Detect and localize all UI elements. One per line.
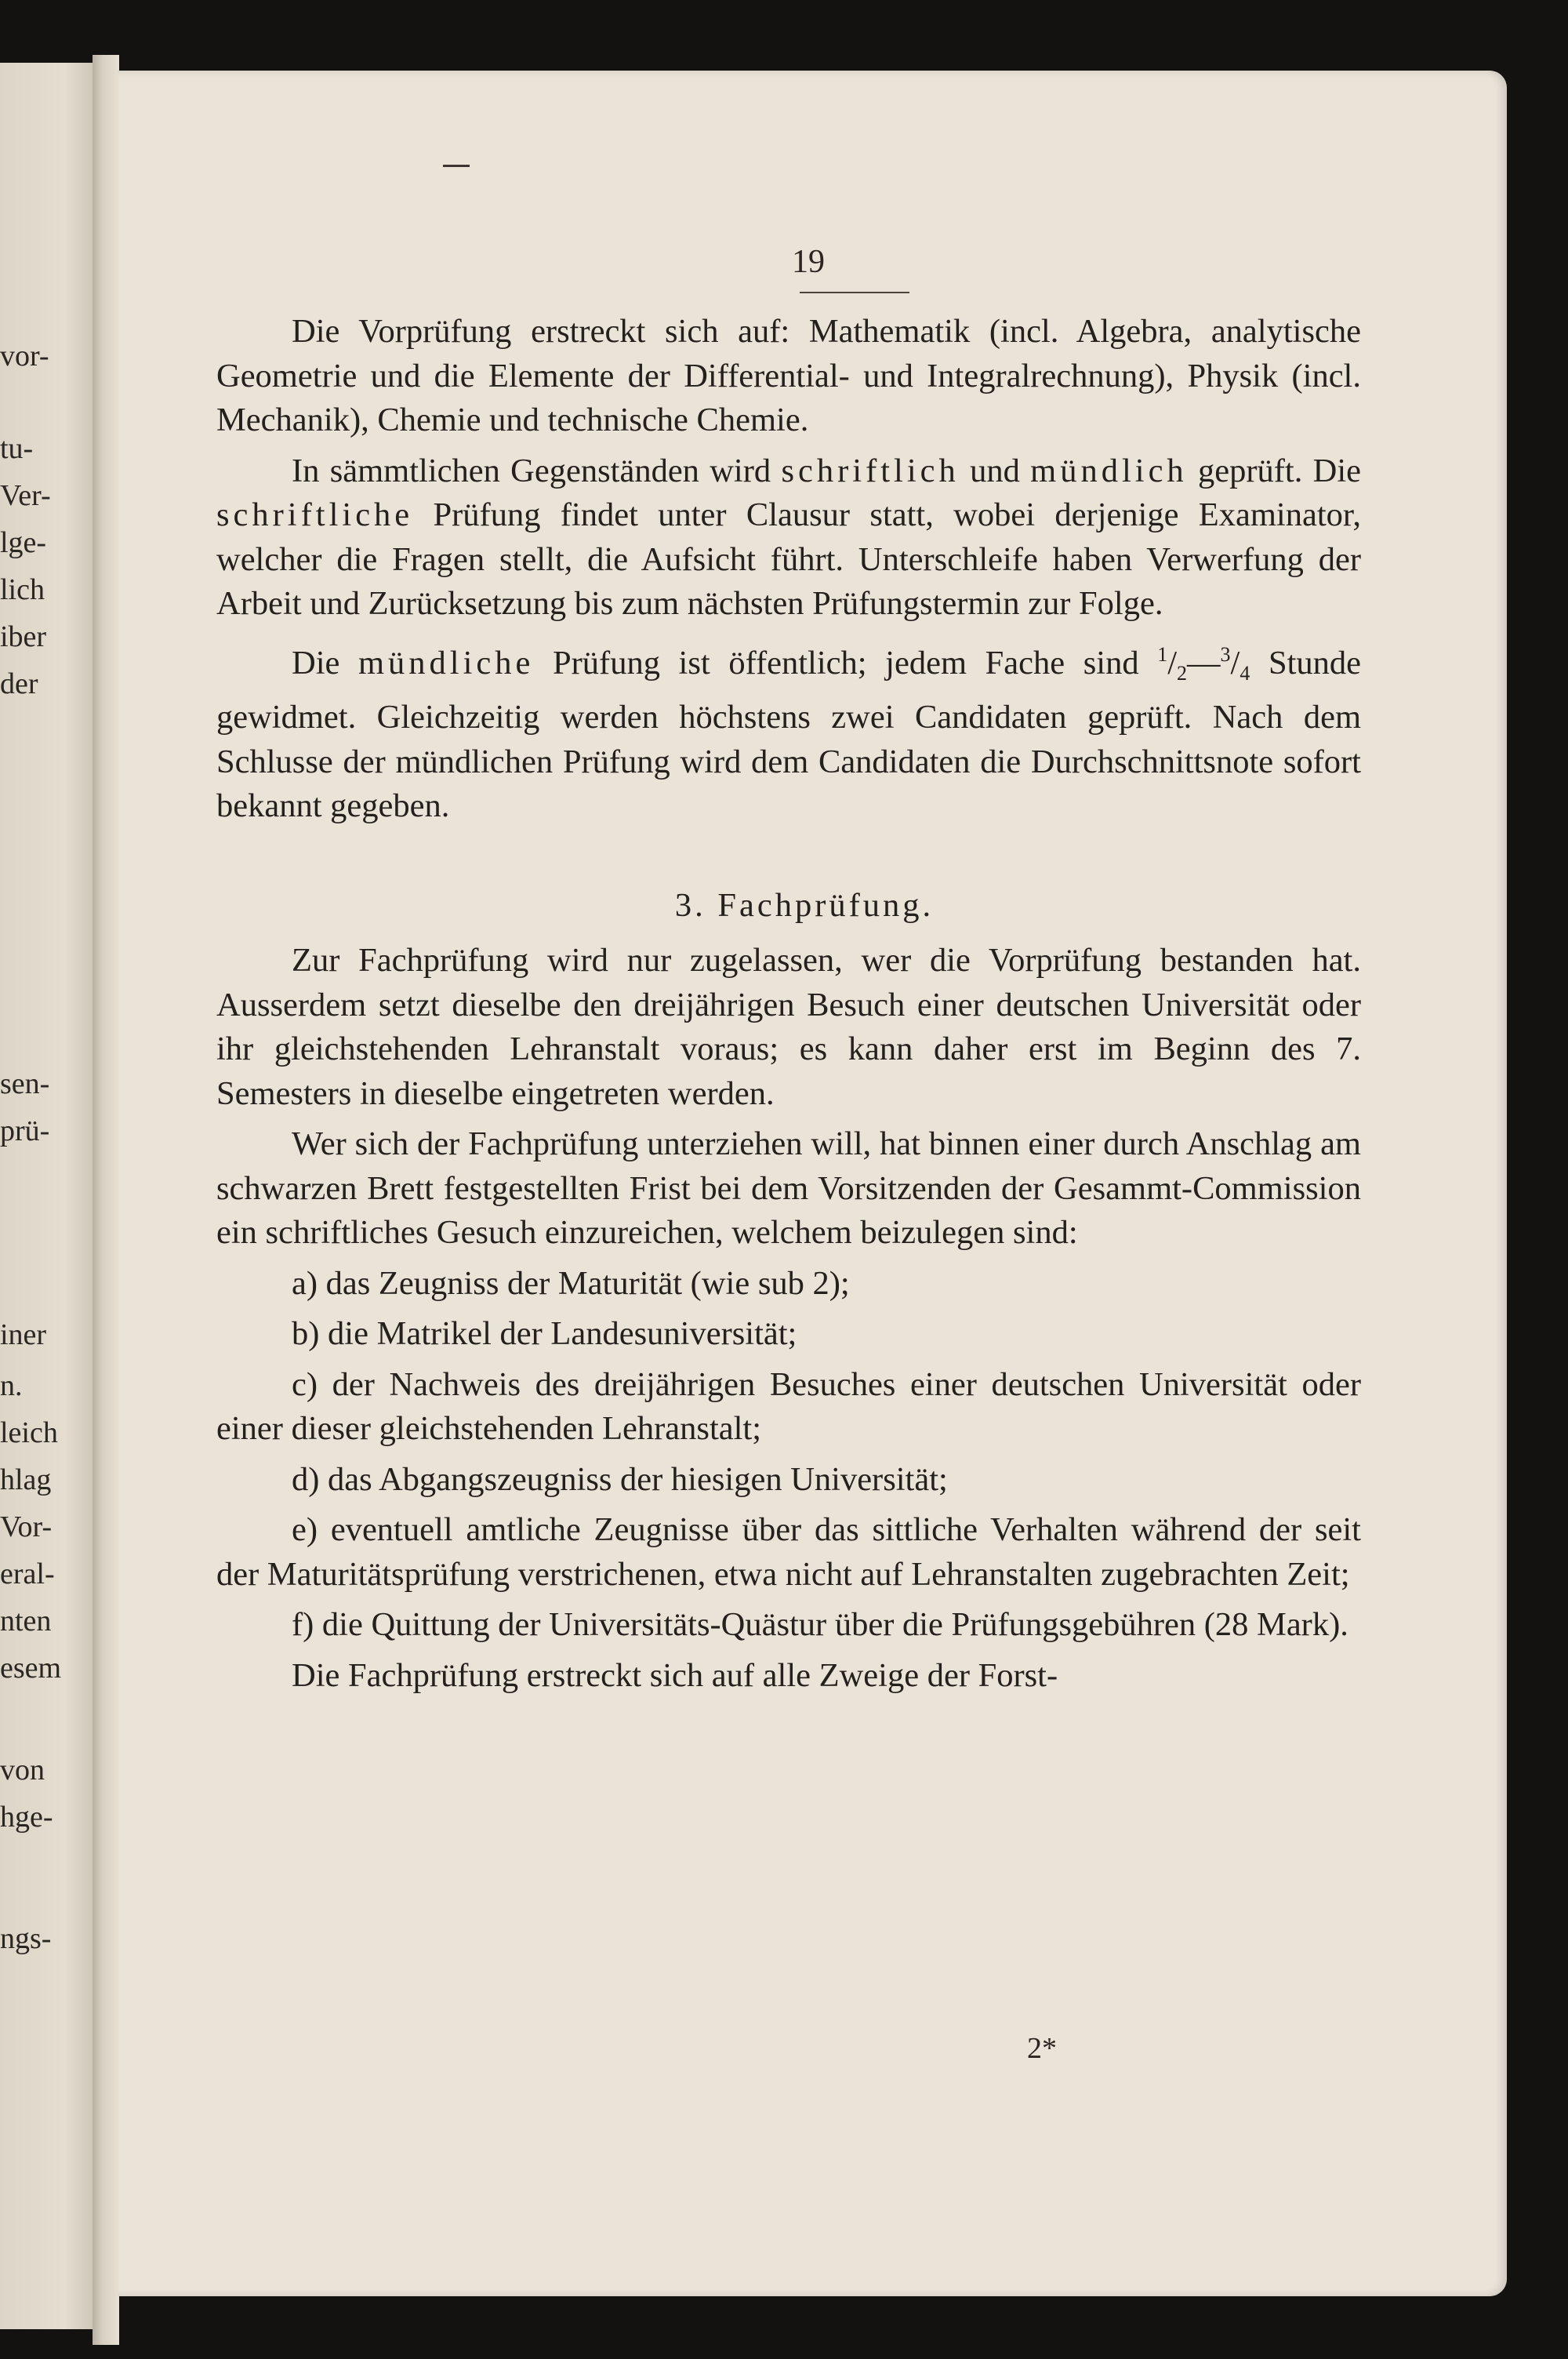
list-item: e) eventuell amtliche Zeugnisse über das sittliche Verhalten während der seit der Maturitätsprüfung verstrichenen, etwa nicht auf Lehranstalten zugebrachten Zeit; <box>216 1511 1361 1593</box>
margin-fragment: prü- <box>0 1114 50 1147</box>
book-page <box>118 71 1507 2296</box>
emphasis-muendlich: mündlich <box>1030 452 1188 489</box>
signature-mark: 2* <box>1027 2032 1057 2065</box>
paragraph-admission: Zur Fachprüfung wird nur zugelassen, wer die Vorprüfung bestanden hat. Ausserdem setzt dieselbe den dreijährigen Besuch einer deutschen Universität oder ihr gleichstehenden Lehranstalt voraus; es kann daher erst im Beginn des 7. Semesters in dieselbe eingetreten werden. <box>216 942 1361 1112</box>
list-item: f) die Quittung der Universitäts-Quästur über die Prüfungsgebühren (28 Mark). <box>292 1606 1348 1643</box>
body-text <box>216 310 1361 1698</box>
margin-fragment: lge- <box>0 526 47 559</box>
list-item: c) der Nachweis des dreijährigen Besuches einer deutschen Universität oder einer dieser gleichstehenden Lehranstalt; <box>216 1365 1361 1447</box>
margin-fragment: n. <box>0 1369 23 1402</box>
margin-fragment: tu- <box>0 432 34 465</box>
page-number-rule <box>800 292 909 293</box>
page-number: 19 <box>792 244 825 280</box>
book-gutter <box>93 55 119 2345</box>
emphasis-schriftlich: schriftlich <box>781 452 960 489</box>
paragraph-application: Wer sich der Fachprüfung unterziehen will, hat binnen einer durch Anschlag am schwarzen Brett festgestellten Frist bei dem Vorsitzenden der Gesammt-Commission ein schriftliches Gesuch einzureichen, welchem beizulegen sind: <box>216 1125 1361 1251</box>
margin-fragment: ngs- <box>0 1922 52 1955</box>
emphasis-muendliche: mündliche <box>358 644 535 682</box>
list-item: b) die Matrikel der Landesuniversität; <box>292 1315 797 1352</box>
margin-fragment: eral- <box>0 1558 55 1590</box>
margin-fragment: esem <box>0 1652 62 1685</box>
paragraph-oral-exam: Die mündliche Prüfung ist öffentlich; jedem Fache sind $^1/_2—^3/_4$ Stunde gewidmet. Gleichzeitig werden höchstens zwei Candidaten geprüft. Nach dem Schlusse der mündlichen Prüfung wird dem Candidaten die Durchschnittsnote sofort bekannt gegeben. <box>216 642 1361 824</box>
paragraph-vorpruefung-subjects: Die Vorprüfung erstreckt sich auf: Mathematik (incl. Algebra, analytische Geometrie und die Elemente der Differential- und Integralrechnung), Physik (incl. Mechanik), Chemie und technische Chemie. <box>216 313 1361 438</box>
margin-fragment: iner <box>0 1318 47 1351</box>
emphasis-schriftliche: schriftliche <box>216 496 414 533</box>
top-dash-mark <box>443 165 470 167</box>
margin-fragment: lich <box>0 573 45 606</box>
paragraph-examination-mode: In sämmtlichen Gegenständen wird schriftlich und mündlich geprüft. Die schriftliche Prüfung findet unter Clausur statt, wobei derjenige Examinator, welcher die Fragen stellt, die Aufsicht führt. Unterschleife haben Verwerfung der Arbeit und Zurücksetzung bis zum nächsten Prüfungstermin zur Folge. <box>216 452 1362 622</box>
margin-fragment: von <box>0 1754 45 1787</box>
margin-fragment: nten <box>0 1605 52 1637</box>
margin-fragment: sen- <box>0 1067 50 1100</box>
margin-fragment: hge- <box>0 1801 53 1834</box>
margin-fragment: iber <box>0 620 47 653</box>
margin-fragment: leich <box>0 1416 58 1449</box>
margin-fragment: vor- <box>0 340 49 373</box>
margin-fragment: Ver- <box>0 479 51 512</box>
list-item: d) das Abgangszeugniss der hiesigen Universität; <box>292 1460 948 1498</box>
paragraph-fachpruefung-scope: Die Fachprüfung erstreckt sich auf alle Zweige der Forst- <box>292 1656 1058 1694</box>
margin-fragment: Vor- <box>0 1510 53 1543</box>
list-item: a) das Zeugniss der Maturität (wie sub 2); <box>292 1264 850 1302</box>
margin-fragment: der <box>0 667 38 700</box>
section-heading: 3. Fachprüfung. <box>674 886 935 924</box>
margin-fragment: hlag <box>0 1463 52 1496</box>
previous-page-edge <box>0 63 93 2329</box>
